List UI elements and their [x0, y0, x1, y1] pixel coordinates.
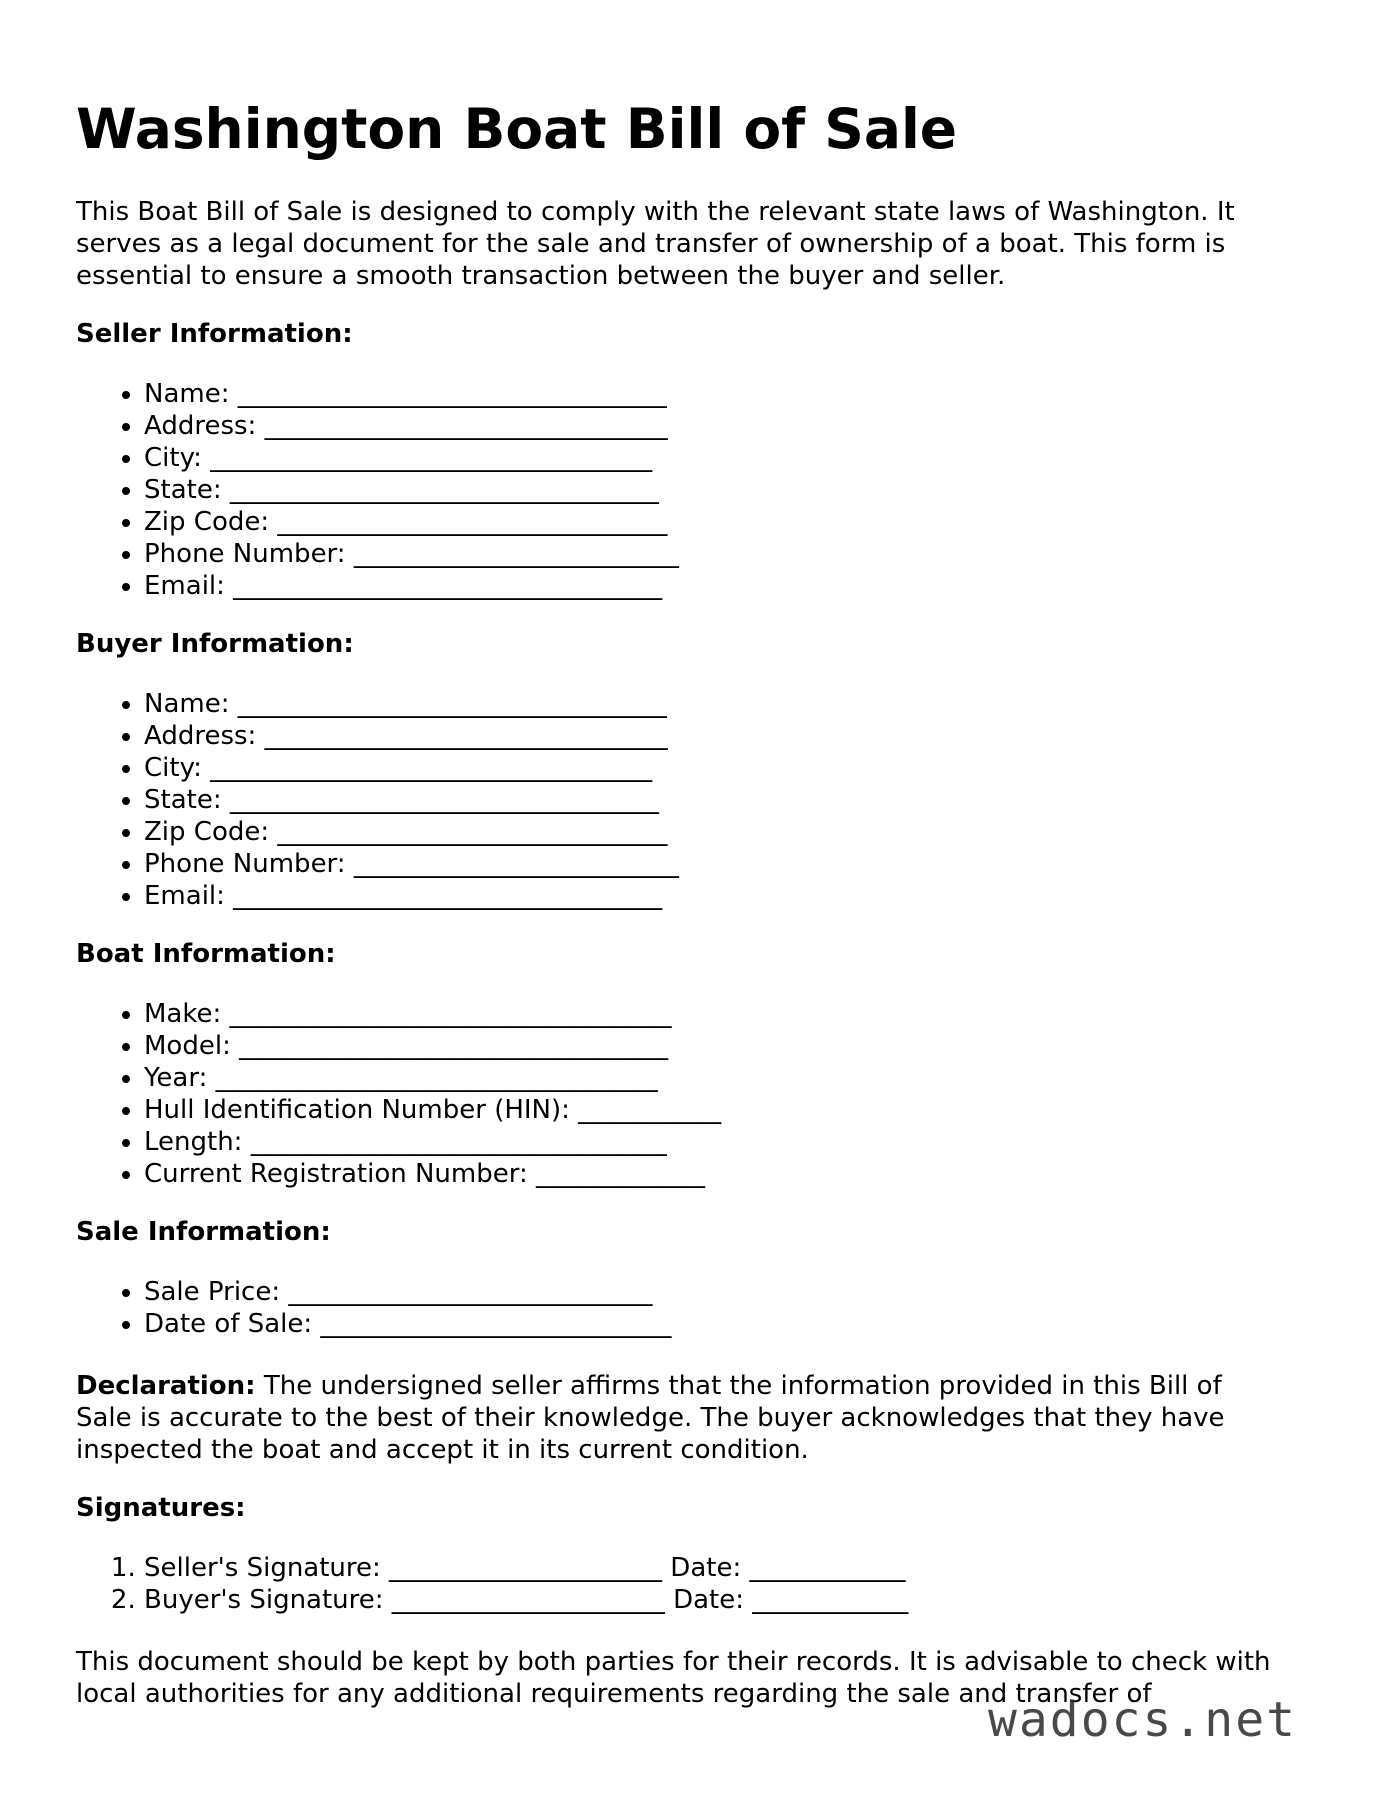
boat-model-field: • Model: _________________________________ [144, 1030, 721, 1062]
boat-make-field: • Make: __________________________________ [144, 998, 721, 1030]
watermark: wadocs.net [988, 1692, 1297, 1748]
buyer-address-field: • Address: _______________________________ [144, 720, 679, 752]
seller-state-field: • State: _________________________________ [144, 474, 679, 506]
boat-length-field: • Length: ________________________________ [144, 1126, 721, 1158]
boat-registration-field: • Current Registration Number: _____________ [144, 1158, 721, 1190]
declaration-label: Declaration: [76, 1371, 256, 1401]
buyer-zip-field: • Zip Code: ______________________________ [144, 816, 679, 848]
seller-city-field: • City: __________________________________ [144, 442, 679, 474]
buyer-signature-line: 2. Buyer's Signature: _____________________ Date: ____________ [144, 1584, 908, 1616]
buyer-phone-field: • Phone Number: _________________________ [144, 848, 679, 880]
intro-paragraph: This Boat Bill of Sale is designed to comply with the relevant state laws of Washington. It serves as a legal document for the sale and transfer of ownership of a boat. This form is essential to ensure a smooth transaction between the buyer and seller. [76, 197, 1235, 291]
buyer-name-field: • Name: _________________________________ [144, 688, 679, 720]
seller-email-field: • Email: _________________________________ [144, 570, 679, 602]
signature-list [76, 1552, 908, 1616]
buyer-heading: Buyer Information: [76, 629, 354, 659]
document-title: Washington Boat Bill of Sale [76, 97, 958, 161]
buyer-field-list [76, 688, 679, 912]
boat-year-field: • Year: __________________________________ [144, 1062, 721, 1094]
boat-heading: Boat Information: [76, 939, 336, 969]
buyer-email-field: • Email: _________________________________ [144, 880, 679, 912]
seller-address-field: • Address: _______________________________ [144, 410, 679, 442]
seller-signature-line: 1. Seller's Signature: _____________________ Date: ____________ [144, 1552, 908, 1584]
signatures-heading: Signatures: [76, 1493, 246, 1523]
seller-zip-field: • Zip Code: ______________________________ [144, 506, 679, 538]
seller-heading: Seller Information: [76, 319, 353, 349]
closing-paragraph: This document should be kept by both parties for their records. It is advisable to check with local authorities for any additional requirements regarding the sale and transfer of [76, 1647, 1271, 1709]
boat-field-list [76, 998, 721, 1190]
buyer-city-field: • City: __________________________________ [144, 752, 679, 784]
buyer-state-field: • State: _________________________________ [144, 784, 679, 816]
sale-heading: Sale Information: [76, 1217, 331, 1247]
seller-field-list [76, 378, 679, 602]
seller-name-field: • Name: _________________________________ [144, 378, 679, 410]
boat-hin-field: • Hull Identification Number (HIN): ___________ [144, 1094, 721, 1126]
sale-field-list [76, 1276, 671, 1340]
declaration-paragraph [76, 1370, 1276, 1466]
sale-price-field: • Sale Price: ____________________________ [144, 1276, 671, 1308]
sale-date-field: • Date of Sale: ___________________________ [144, 1308, 671, 1340]
seller-phone-field: • Phone Number: _________________________ [144, 538, 679, 570]
declaration-text: The undersigned seller affirms that the information provided in this Bill of Sale is accurate to the best of their knowledge. The buyer acknowledges that they have inspected the boat and accept it in its current condition. [76, 1371, 1225, 1465]
